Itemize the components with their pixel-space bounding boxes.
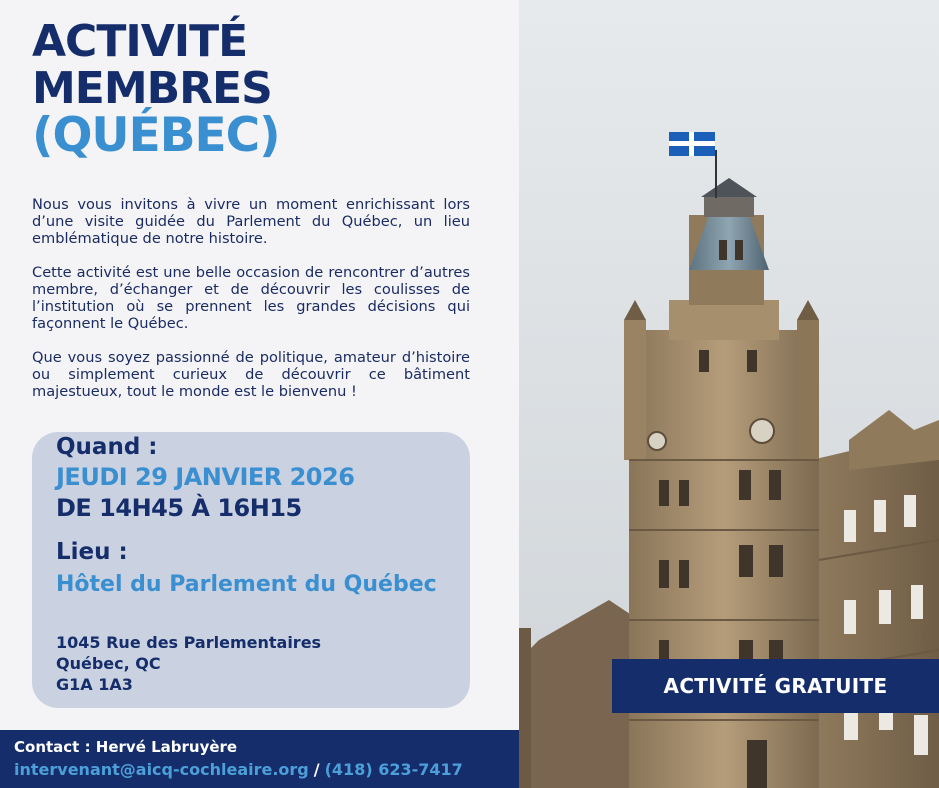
paragraph-invitation: Nous vous invitons à vivre un moment enrichissant lors d’une visite guidée du Parlement du Québec, un lieu emblématique de notre histoire. xyxy=(32,196,470,247)
paragraph-occasion: Cette activité est une belle occasion de rencontrer d’autres membre, d’échanger et de découvrir les coulisses de l’institution où se prennent les grandes décisions qui façonnent le Québec. xyxy=(32,264,470,332)
address-postal: G1A 1A3 xyxy=(56,675,133,694)
title-line-2: MEMBRES xyxy=(32,63,272,114)
title-line-3: (QUÉBEC) xyxy=(32,108,280,163)
title-line-1: ACTIVITÉ xyxy=(32,16,248,67)
venue-name: Hôtel du Parlement du Québec xyxy=(56,572,437,597)
description xyxy=(32,196,470,417)
page-title xyxy=(32,16,280,163)
quebec-flag-icon xyxy=(669,132,715,156)
event-details-box xyxy=(32,432,470,708)
address-street: 1045 Rue des Parlementaires xyxy=(56,633,322,652)
contact-separator: / xyxy=(313,760,320,779)
contact-email-link[interactable]: intervenant@aicq-cochleaire.org xyxy=(14,760,309,779)
contact-bar xyxy=(0,730,519,788)
event-time: DE 14H45 À 16H15 xyxy=(56,494,302,522)
when-label: Quand : xyxy=(56,434,158,460)
contact-details xyxy=(14,760,463,779)
contact-name: Contact : Hervé Labruyère xyxy=(14,738,238,756)
paragraph-welcome: Que vous soyez passionné de politique, amateur d’histoire ou simplement curieux de découvrir ce bâtiment majestueux, tout le monde est le bienvenu ! xyxy=(32,349,470,400)
where-label: Lieu : xyxy=(56,539,128,565)
free-activity-badge: ACTIVITÉ GRATUITE xyxy=(612,659,939,713)
contact-phone-link[interactable]: (418) 623-7417 xyxy=(324,760,463,779)
event-date: JEUDI 29 JANVIER 2026 xyxy=(56,463,355,491)
address-city: Québec, QC xyxy=(56,654,161,673)
